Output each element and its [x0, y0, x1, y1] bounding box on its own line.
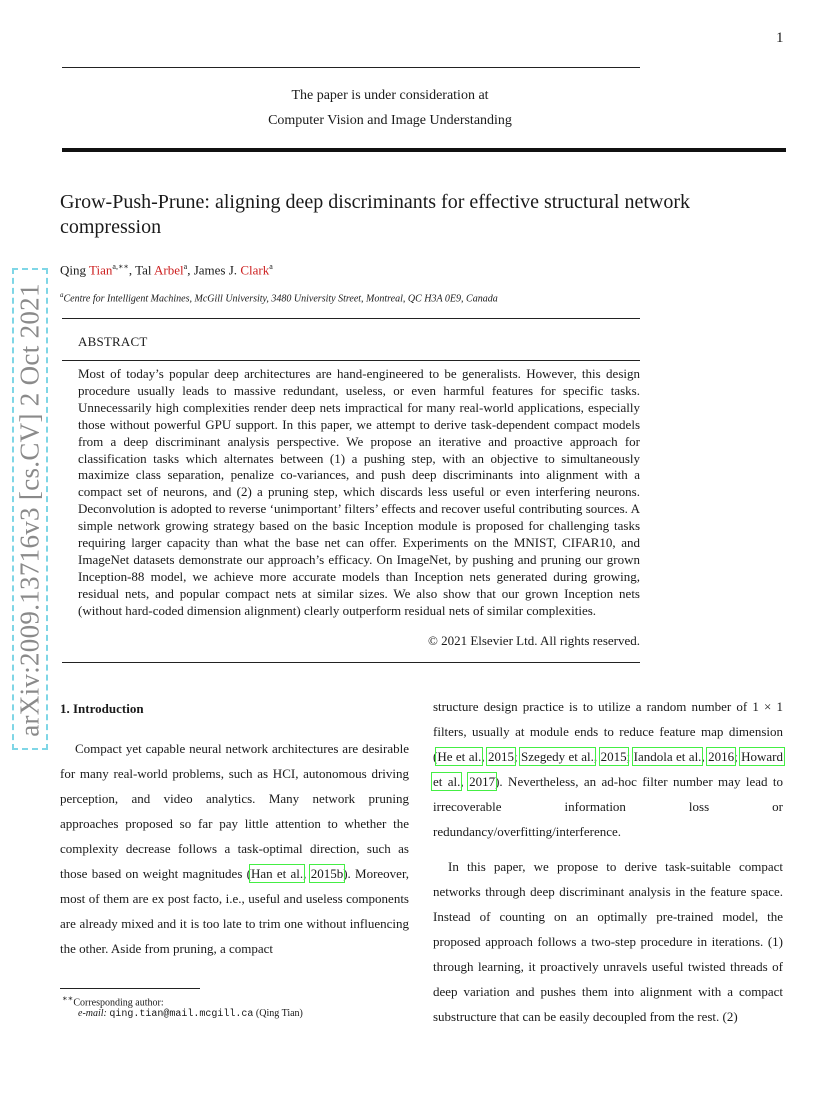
email-label: e-mail:: [78, 1008, 107, 1019]
author-sep: ,: [128, 262, 136, 278]
citation-link[interactable]: Han et al.: [250, 866, 304, 881]
right-column: [433, 694, 783, 1029]
footnote-mark: ∗∗: [62, 994, 74, 1003]
paper-title: Grow-Push-Prune: aligning deep discriminants for effective structural network compression: [60, 191, 691, 238]
intro-text: structure design practice is to utilize a random number of 1 × 1 filters, usually at module ends to reduce feature map dimension (: [433, 699, 783, 764]
author-first: James J.: [193, 262, 241, 278]
intro-paragraph-1-cont: structure design practice is to utilize a random number of 1 × 1 filters, usually at module ends to reduce feature map dimension (He et al., 2015; Szegedy et al., 2015; Iandola et al., 2016; Howard et al., 2017). Nevertheless, an ad-hoc filter number may lead to irrecoverable information loss or redundancy/overfitting/interference.: [433, 699, 784, 839]
citation-link[interactable]: 2015: [488, 749, 515, 764]
citation-link[interactable]: Iandola et al.: [633, 749, 702, 764]
intro-text: ). Moreover, most of them are ex post facto, i.e., useful and useless components are already mixed and it is too late to trim one without influencing the other. Aside from pruning, a compact: [60, 866, 410, 956]
citation-link[interactable]: Szegedy et al.: [521, 749, 594, 764]
left-column: [60, 696, 409, 961]
abstract-text: Most of today’s popular deep architectures are hand-engineered to be generalists. However, this design procedure usually leads to massive redundant, useless, or even harmful features for specific tasks. Unnecessarily high complexities render deep nets impractical for many real-world applications, especially those without powerful GPU support. In this paper, we attempt to derive task-dependent compact models from a deep discriminant analysis perspective. We propose an iterative and proactive approach for classification tasks which alternates between (1) a pushing step, with an objective to simultaneously maximize class separation, penalize co-variances, and push deep discriminants into alignment with a compact set of neurons, and (2) a pruning step, which discards less useful or even interfering neurons. Deconvolution is adopted to reverse ‘unimportant’ filters’ effects and recover useful contributing sources. A simple network growing strategy based on the basic Inception module is proposed for challenging tasks requiring larger capacity than what the base net can offer. Experiments on the MNIST, CIFAR10, and ImageNet datasets demonstrate our approach’s efficacy. On ImageNet, by pushing and pruning our grown Inception-88 model, we achieve more accurate models than Inception nets generated during growing, residual nets, and popular compact nets at similar sizes. We also show that our grown Inception nets (without hard-coded dimension alignment) clearly outperform residual nets of similar complexities.: [78, 366, 640, 618]
email-owner: (Qing Tian): [253, 1008, 303, 1019]
footnote-email: [78, 1008, 303, 1020]
author-link[interactable]: Arbel: [154, 262, 184, 278]
abstract-heading: ABSTRACT: [78, 334, 148, 349]
page-number: 1: [776, 30, 784, 46]
arxiv-stamp-text: arXiv:2009.13716v3 [cs.CV] 2 Oct 2021: [14, 283, 45, 737]
author-first: Tal: [135, 262, 155, 278]
footnote-corresponding: [62, 993, 164, 1008]
affiliation-sup: a: [60, 291, 64, 299]
author-sup: a,∗∗: [112, 262, 129, 271]
intro-text: Compact yet capable neural network architectures are desirable for many real-world problems, such as HCI, autonomous driving perception, and video analytics. Many network pruning approaches proposed so far pay little attention to whether the complexity decrease follows a task-optimal direction, such as those based on weight magnitudes (: [60, 741, 409, 881]
author-link[interactable]: Tian: [89, 262, 113, 278]
author-sup: a: [183, 262, 188, 271]
citation-link[interactable]: 2015b: [310, 866, 344, 881]
header-thick-rule: [62, 148, 786, 152]
affiliation: [60, 291, 498, 304]
email-link[interactable]: qing.tian@mail.mcgill.ca: [109, 1009, 254, 1020]
citation-link[interactable]: 2015: [600, 749, 627, 764]
author-first: Qing: [60, 262, 90, 278]
citation-link[interactable]: He et al.: [437, 749, 482, 764]
citation-link[interactable]: 2017: [469, 774, 496, 789]
footnote-rule: [60, 988, 200, 989]
footnote-label: Corresponding author:: [73, 997, 164, 1009]
author-sup: a: [269, 262, 273, 271]
header-rule: [62, 67, 640, 68]
section-heading: 1. Introduction: [60, 701, 144, 716]
intro-text: ). Nevertheless, an ad-hoc filter number may lead to irrecoverable information loss or redundancy/overfitting/interference.: [433, 774, 784, 839]
copyright: © 2021 Elsevier Ltd. All rights reserved.: [427, 633, 640, 648]
journal-note-line1: The paper is under consideration at: [291, 88, 489, 103]
intro-paragraph-2: In this paper, we propose to derive task-suitable compact networks through deep discriminant analysis in the feature space. Instead of counting on an optimally pre-trained model, the proposed approach follows a two-step procedure in iterations. (1) through learning, it proactively unravels useful twisted threads of deep variation and pushes them into alignment with a compact substructure that can be easily decoupled from the rest. (2): [433, 859, 783, 1024]
journal-note-line2: Computer Vision and Image Understanding: [268, 113, 512, 128]
citation-link[interactable]: 2016: [708, 749, 735, 764]
author-link[interactable]: Clark: [240, 262, 270, 278]
affiliation-text: Centre for Intelligent Machines, McGill University, 3480 University Street, Montreal, QC H3A 0E9, Canada: [63, 293, 498, 305]
author-list: [60, 262, 273, 278]
citation-link[interactable]: Howard et al.: [433, 749, 784, 789]
author-sep: ,: [187, 262, 194, 278]
citation-sep: ,: [303, 866, 311, 881]
abstract-top-rule: [62, 318, 640, 319]
abstract-bottom-rule: [62, 662, 640, 663]
abstract-heading-rule: [62, 360, 640, 361]
arxiv-stamp[interactable]: [12, 268, 50, 752]
intro-paragraph-1: [60, 736, 409, 961]
